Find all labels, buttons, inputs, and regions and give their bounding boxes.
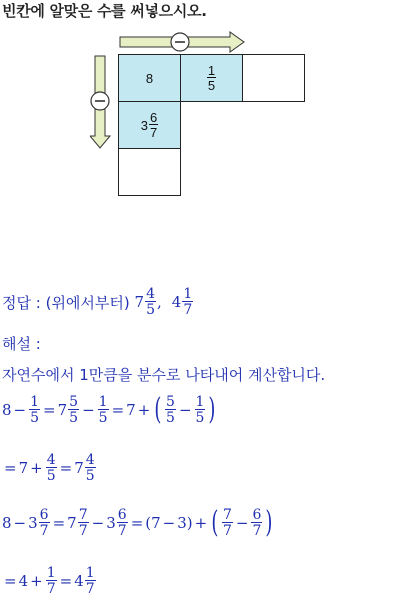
- fraction: $\frac{1}{7}$: [183, 286, 193, 318]
- math-line-3: 8 − 3 $\frac{6}{7}$ = 7 $\frac{7}{7}$ − 3 $\frac{6}{7}$ = (7 − 3) + ( $\frac{7}{7}$ − $\frac{6}{7}$ ): [2, 505, 273, 540]
- answer-line: 정답 : (위에서부터) 7 $\frac{4}{5}$ , 4 $\frac{1}{7}$: [2, 286, 193, 318]
- cell-top-middle: [180, 54, 243, 102]
- question-text: 빈칸에 알맞은 수를 써넣으시오.: [2, 2, 207, 20]
- fraction: $\frac{4}{5}$: [146, 286, 155, 318]
- minus-icon: [171, 33, 189, 51]
- cell-top-left: [118, 54, 181, 102]
- answer-blank-right[interactable]: [242, 54, 305, 102]
- math-line-1: 8 − $\frac{1}{5}$ = 7 $\frac{5}{5}$ − $\frac{1}{5}$ = 7 + ( $\frac{5}{5}$ − $\frac{1}{5}$ ): [2, 392, 216, 427]
- minus-icon: [91, 92, 109, 110]
- cell-mid-left: 3 $\frac{6}{7}$: [118, 101, 181, 149]
- explain-text: 자연수에서 1만큼을 분수로 나타내어 계산합니다.: [2, 366, 326, 384]
- cell-top-left-value: 8: [145, 70, 154, 86]
- explain-label: 해설 :: [2, 335, 41, 353]
- fraction: $\frac{1}{5}$: [207, 63, 216, 93]
- math-line-4: = 4 + $\frac{1}{7}$ = 4 $\frac{1}{7}$: [4, 565, 95, 597]
- math-line-2: = 7 + $\frac{4}{5}$ = 7 $\frac{4}{5}$: [4, 452, 95, 484]
- fraction: $\frac{6}{7}$: [150, 110, 158, 140]
- answer-blank-bottom[interactable]: [118, 148, 181, 196]
